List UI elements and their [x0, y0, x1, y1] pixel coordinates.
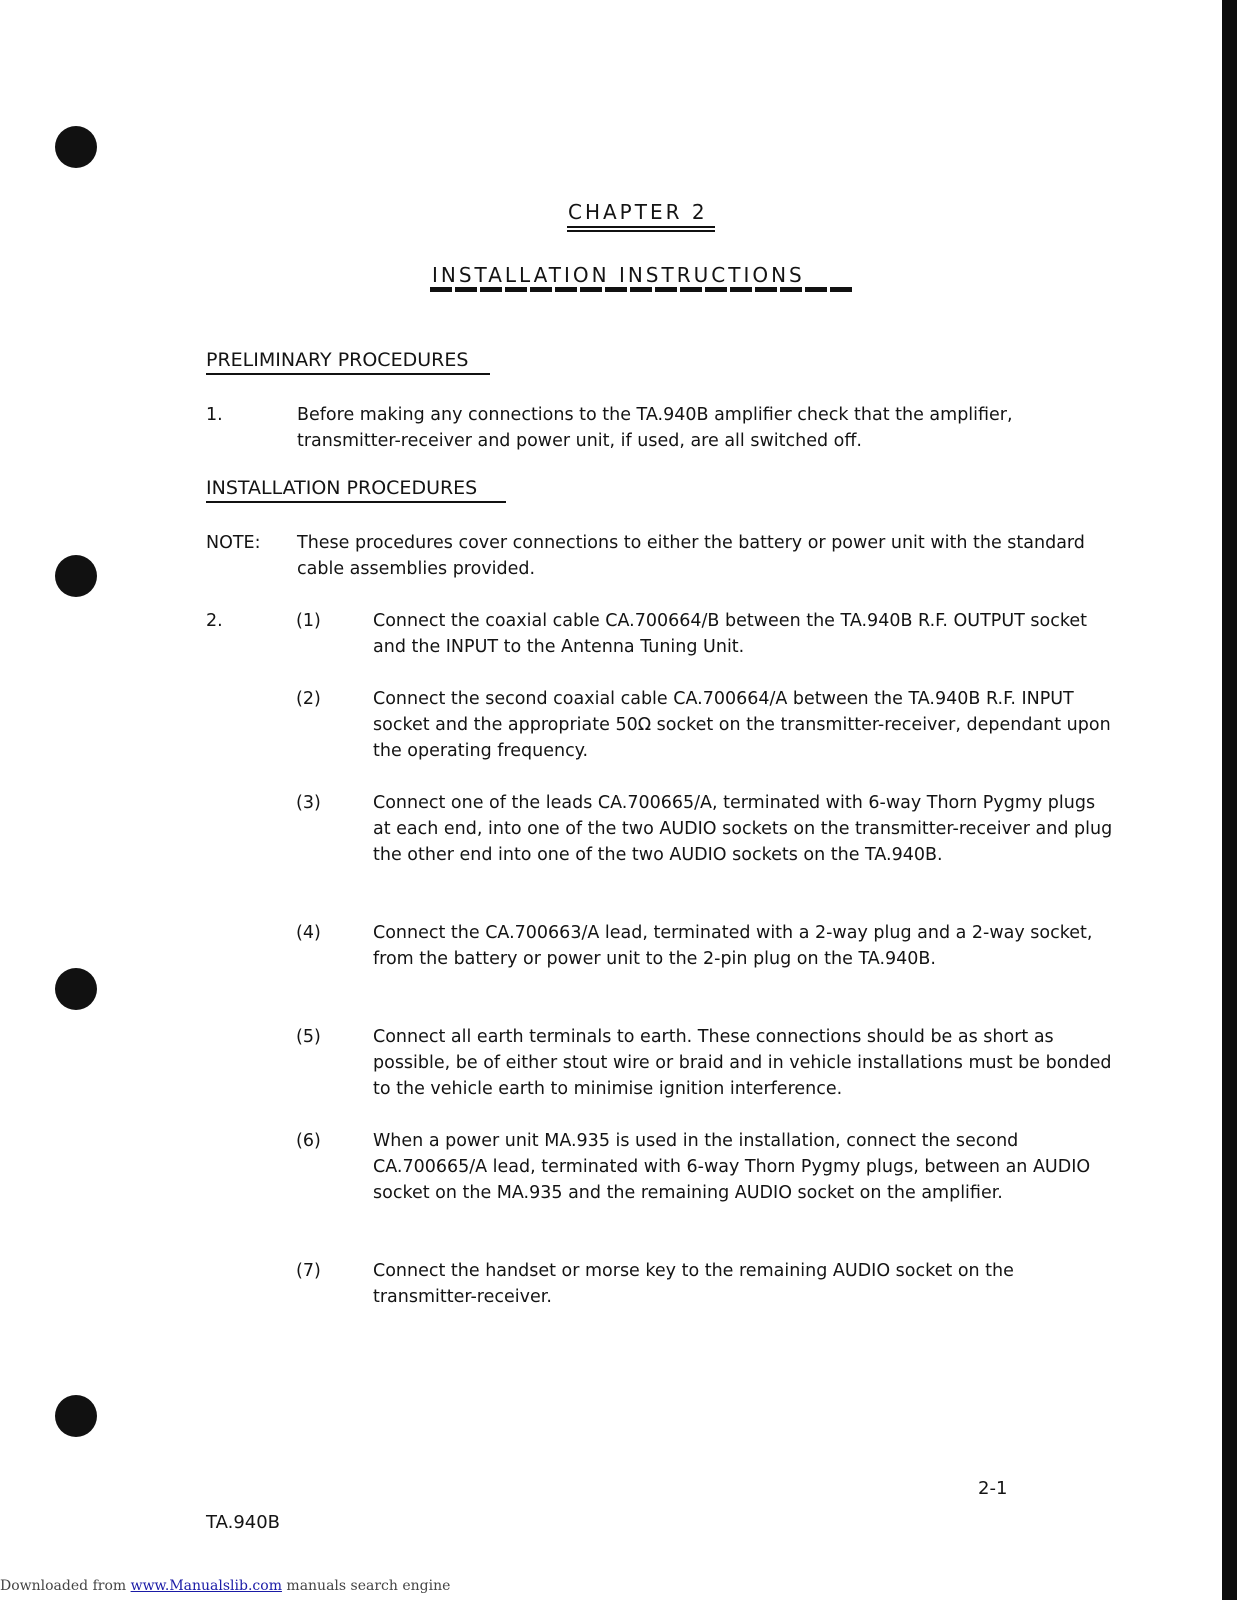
- item-number: (4): [296, 923, 321, 943]
- paragraph-number: 1.: [206, 405, 223, 425]
- item-text: Connect the CA.700663/A lead, terminated with a 2-way plug and a 2-way socket, from the battery or power unit to the 2-pin plug on the TA.940B.: [373, 923, 1093, 969]
- item-text: When a power unit MA.935 is used in the installation, connect the second CA.700665/A lead, terminated with 6-way Thorn Pygmy plugs, between an AUDIO socket on the MA.935 and the remaining AUDIO socket on the amplifier.: [373, 1131, 1091, 1203]
- item-text: Connect the second coaxial cable CA.700664/A between the TA.940B R.F. INPUT socket and the appropriate 50Ω socket on the transmitter-receiver, dependant upon the operating frequency.: [373, 689, 1111, 761]
- item-number: (2): [296, 689, 321, 709]
- footer-link[interactable]: www.Manualslib.com: [130, 1578, 282, 1594]
- item-number: (6): [296, 1131, 321, 1151]
- punch-hole: [55, 126, 97, 168]
- footer-suffix: manuals search engine: [281, 1578, 451, 1594]
- preliminary-heading: PRELIMINARY PROCEDURES: [206, 349, 469, 371]
- item-text: Connect the handset or morse key to the remaining AUDIO socket on the transmitter-receiver.: [373, 1261, 1014, 1307]
- footer-prefix: Downloaded from: [0, 1578, 131, 1594]
- item-number: (5): [296, 1027, 321, 1047]
- note-label: NOTE:: [206, 533, 261, 553]
- item-text: Connect one of the leads CA.700665/A, terminated with 6-way Thorn Pygmy plugs at each end, into one of the two AUDIO sockets on the transmitter-receiver and plug the other end into one of the two AUDIO sockets on the TA.940B.: [373, 793, 1113, 865]
- installation-heading: INSTALLATION PROCEDURES: [206, 477, 478, 499]
- punch-hole: [55, 1395, 97, 1437]
- punch-hole: [55, 555, 97, 597]
- page-edge-bar: [1222, 0, 1237, 1600]
- paragraph-text: Before making any connections to the TA.940B amplifier check that the amplifier, transmitter-receiver and power unit, if used, are all switched off.: [297, 405, 1013, 451]
- paragraph-number: 2.: [206, 611, 223, 631]
- punch-hole: [55, 968, 97, 1010]
- chapter-title: INSTALLATION INSTRUCTIONS: [432, 263, 805, 287]
- note-text: These procedures cover connections to either the battery or power unit with the standard cable assemblies provided.: [297, 533, 1085, 579]
- installation-heading-underline: [206, 501, 506, 503]
- chapter-label: CHAPTER 2: [568, 200, 708, 224]
- item-number: (3): [296, 793, 321, 813]
- document-model: TA.940B: [206, 1512, 281, 1533]
- download-footer: [0, 1578, 450, 1594]
- chapter-underline: [567, 226, 715, 232]
- item-number: (1): [296, 611, 321, 631]
- item-text: Connect all earth terminals to earth. These connections should be as short as possible, be of either stout wire or braid and in vehicle installations must be bonded to the vehicle earth to minimise ignition interference.: [373, 1027, 1112, 1099]
- page-number: 2-1: [978, 1478, 1008, 1499]
- chapter-title-underline: [430, 287, 855, 292]
- preliminary-heading-underline: [206, 373, 490, 375]
- item-number: (7): [296, 1261, 321, 1281]
- item-text: Connect the coaxial cable CA.700664/B between the TA.940B R.F. OUTPUT socket and the INPUT to the Antenna Tuning Unit.: [373, 611, 1087, 657]
